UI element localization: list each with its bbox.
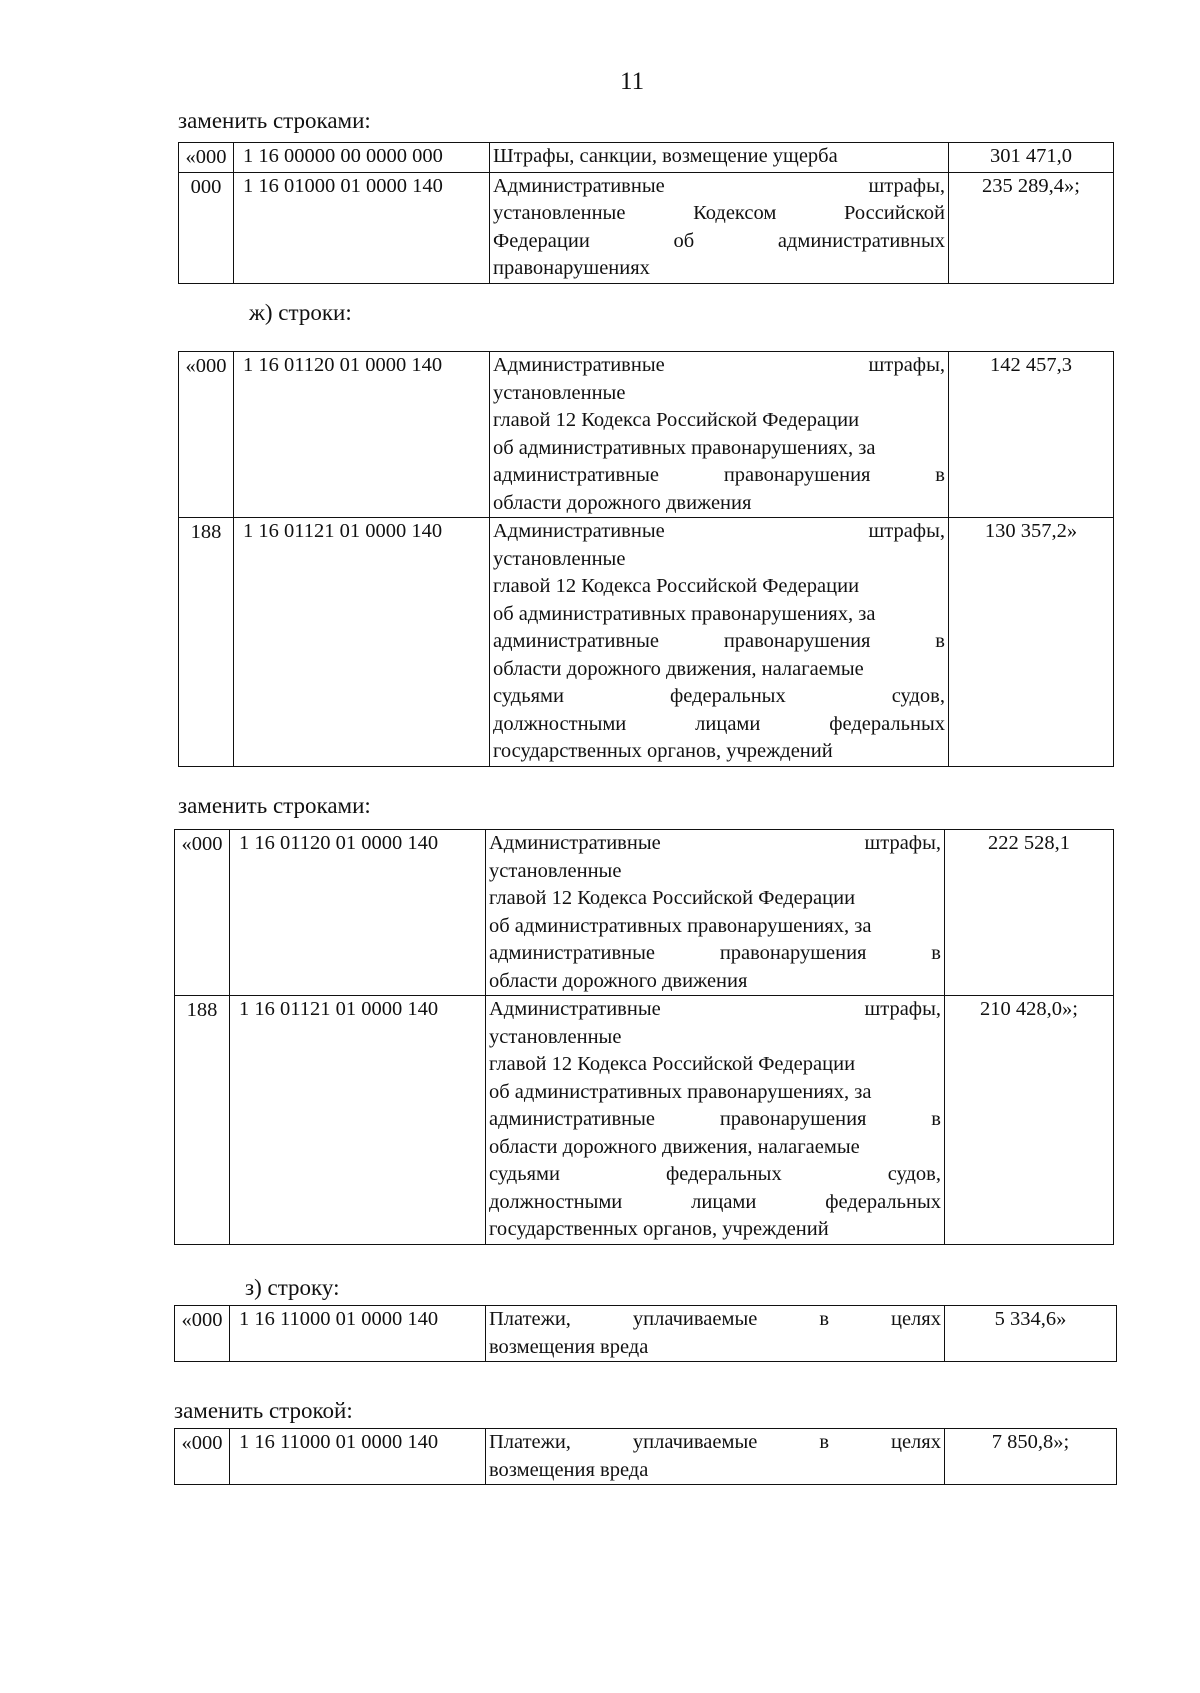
description-line: должностными лицами федеральных [493,712,945,735]
budget-classification-code-cell: 1 16 00000 00 0000 000 [234,143,490,173]
description-line: установленные [489,1025,622,1048]
description-line: об административных правонарушениях, за [493,602,876,625]
section-heading: з) строку: [245,1275,340,1300]
table-row [175,1429,1117,1485]
description-line: возмещения вреда [489,1458,649,1481]
amount-cell: 235 289,4»; [949,172,1114,283]
budget-classification-code-cell: 1 16 01121 01 0000 140 [234,518,490,767]
admin-code-cell: 000 [179,172,234,283]
description-line: Административные штрафы, [489,998,941,1020]
description-line: об административных правонарушениях, за [489,914,872,937]
budget-classification-code-cell: 1 16 01000 01 0000 140 [234,172,490,283]
description-line: установленные [493,547,626,570]
description-line: области дорожного движения [493,491,752,514]
description-line: Платежи, уплачиваемые в целях [489,1308,941,1330]
table-row [179,143,1114,173]
description-line: административные правонарушения в [489,942,941,964]
budget-table [178,142,1114,284]
description-line: правонарушениях [493,257,650,279]
description-line: Платежи, уплачиваемые в целях [489,1431,941,1453]
amount-cell: 301 471,0 [949,143,1114,173]
admin-code-cell: «000 [179,352,234,518]
description-line: государственных органов, учреждений [489,1218,829,1240]
budget-classification-code-cell: 1 16 11000 01 0000 140 [230,1306,486,1362]
description-line: установленные Кодексом Российской [493,202,945,224]
table-row [179,518,1114,767]
description-line: административные правонарушения в [493,630,945,652]
description-cell [486,830,945,996]
section-heading: заменить строками: [178,108,371,133]
admin-code-cell: «000 [179,143,234,173]
description-line: Федерации об административных [493,229,945,252]
description-line: Административные штрафы, [493,354,945,376]
table-row [179,172,1114,283]
budget-classification-code-cell: 1 16 11000 01 0000 140 [230,1429,486,1485]
description-line: области дорожного движения, налагаемые [493,657,864,680]
budget-classification-code-cell: 1 16 01120 01 0000 140 [230,830,486,996]
admin-code-cell: 188 [179,518,234,767]
description-line: должностными лицами федеральных [489,1190,941,1213]
admin-code-cell: «000 [175,1429,230,1485]
admin-code-cell: «000 [175,830,230,996]
description-line: главой 12 Кодекса Российской Федерации [493,409,860,431]
description-line: области дорожного движения, налагаемые [489,1135,860,1158]
description-cell [490,143,949,173]
page-number: 11 [620,68,645,95]
description-line: Административные штрафы, [493,174,945,197]
description-cell [486,996,945,1245]
budget-classification-code-cell: 1 16 01121 01 0000 140 [230,996,486,1245]
description-cell [490,518,949,767]
description-line: судьями федеральных судов, [489,1163,941,1185]
description-line: области дорожного движения [489,969,748,992]
description-cell [486,1306,945,1362]
description-line: Административные штрафы, [493,520,945,542]
description-line: административные правонарушения в [489,1108,941,1130]
amount-cell: 210 428,0»; [945,996,1114,1245]
description-line: установленные [489,859,622,882]
description-line: главой 12 Кодекса Российской Федерации [489,887,856,909]
section-heading: заменить строкой: [174,1398,353,1423]
description-cell [490,172,949,283]
description-line: об административных правонарушениях, за [489,1080,872,1103]
description-cell [490,352,949,518]
description-line: об административных правонарушениях, за [493,436,876,459]
amount-cell: 142 457,3 [949,352,1114,518]
description-line: Административные штрафы, [489,832,941,854]
description-line: государственных органов, учреждений [493,740,833,762]
table-row [175,1306,1117,1362]
description-line: Штрафы, санкции, возмещение ущерба [493,145,838,167]
description-cell [486,1429,945,1485]
amount-cell: 7 850,8»; [945,1429,1117,1485]
budget-classification-code-cell: 1 16 01120 01 0000 140 [234,352,490,518]
description-line: установленные [493,381,626,404]
admin-code-cell: 188 [175,996,230,1245]
amount-cell: 130 357,2» [949,518,1114,767]
amount-cell: 5 334,6» [945,1306,1117,1362]
budget-table [174,1305,1117,1362]
budget-table [174,829,1114,1245]
description-line: главой 12 Кодекса Российской Федерации [489,1053,856,1075]
table-row [175,996,1114,1245]
admin-code-cell: «000 [175,1306,230,1362]
table-row [175,830,1114,996]
description-line: возмещения вреда [489,1335,649,1358]
section-heading: заменить строками: [178,793,371,818]
table-row [179,352,1114,518]
description-line: главой 12 Кодекса Российской Федерации [493,575,860,597]
budget-table [174,1428,1117,1485]
section-heading: ж) строки: [249,300,352,325]
budget-table [178,351,1114,767]
description-line: административные правонарушения в [493,464,945,486]
description-line: судьями федеральных судов, [493,685,945,707]
amount-cell: 222 528,1 [945,830,1114,996]
